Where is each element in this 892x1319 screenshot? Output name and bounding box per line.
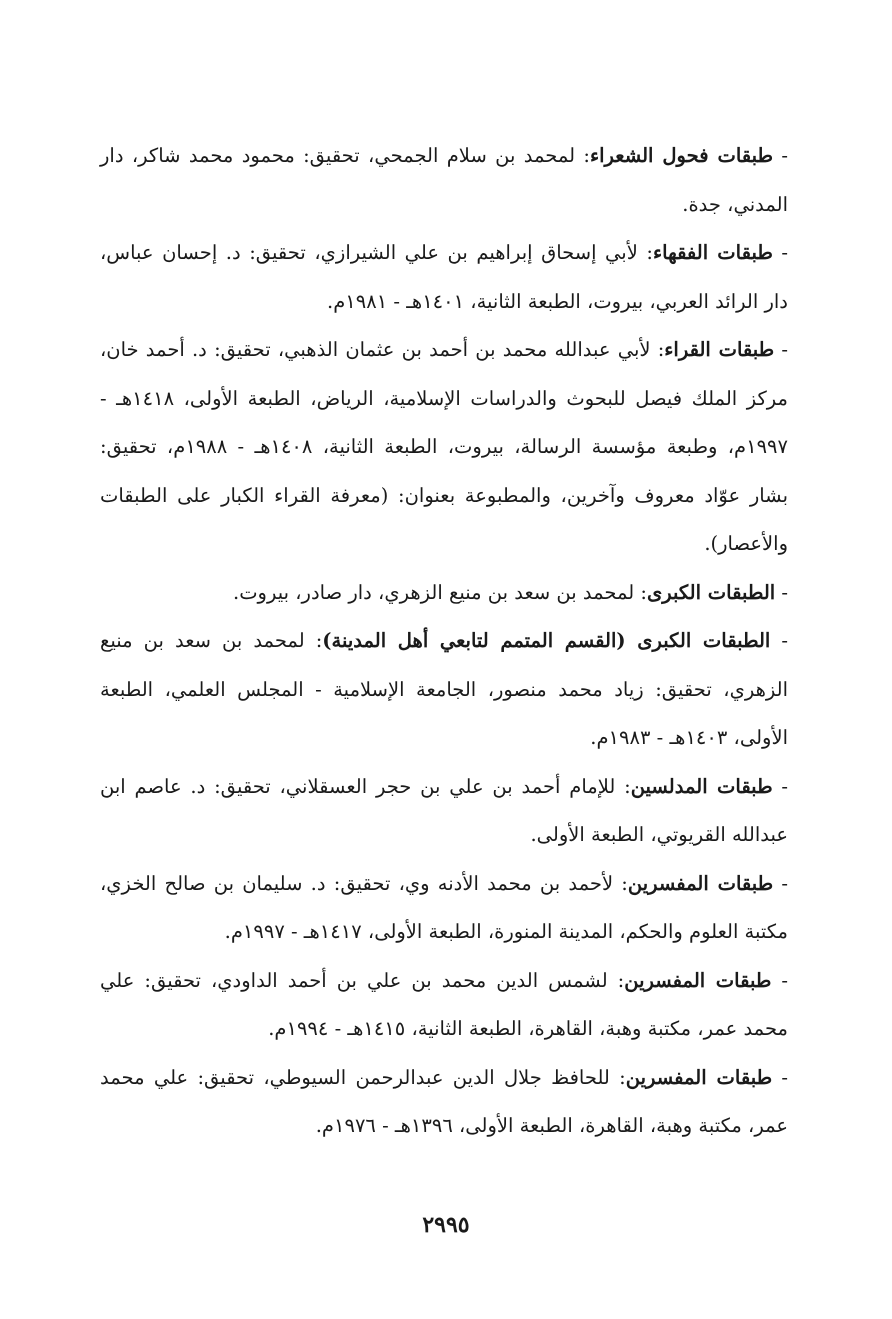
entry-title: طبقات فحول الشعراء xyxy=(589,144,774,167)
bibliography-entry: - طبقات فحول الشعراء: لمحمد بن سلام الجمحي، تحقيق: محمود محمد شاكر، دار المدني، جدة. xyxy=(100,144,788,216)
entry-title: طبقات القراء xyxy=(664,338,775,361)
entry-details: : لمحمد بن سعد بن منيع الزهري، تحقيق: زياد محمد منصور، الجامعة الإسلامية - المجلس العلمي، الطبعة الأولى، ١٤٠٣هـ - ١٩٨٣م. xyxy=(100,629,788,749)
entry-title: طبقات المفسرين xyxy=(625,1065,773,1089)
entry-details: : لأبي عبدالله محمد بن أحمد بن عثمان الذهبي، تحقيق: د. أحمد خان، مركز الملك فيصل للبحوث والدراسات الإسلامية، الرياض، الطبعة الأولى، ١٤١٨هـ - ١٩٩٧م، وطبعة مؤسسة الرسالة، بيروت، الطبعة الثانية، ١٤٠٨هـ - ١٩٨٨م، تحقيق: بشار عوّاد معروف وآخرين، والمطبوعة بعنوان: (معرفة القراء الكبار على الطبقات والأعصار). xyxy=(100,338,788,555)
entry-title: الطبقات الكبرى (القسم المتمم لتابعي أهل المدينة) xyxy=(322,629,771,652)
entry-details: : لشمس الدين محمد بن علي بن أحمد الداودي، تحقيق: علي محمد عمر، مكتبة وهبة، القاهرة، الطبعة الثانية، ١٤١٥هـ - ١٩٩٤م. xyxy=(100,968,788,1040)
entry-details: : للحافظ جلال الدين عبدالرحمن السيوطي، تحقيق: علي محمد عمر، مكتبة وهبة، القاهرة، الطبعة الأولى، ١٣٩٦هـ - ١٩٧٦م. xyxy=(100,1065,788,1137)
bibliography-entry: - طبقات المفسرين: لأحمد بن محمد الأدنه وي، تحقيق: د. سليمان بن صالح الخزي، مكتبة العلوم والحكم، المدينة المنورة، الطبعة الأولى، ١٤١٧هـ - ١٩٩٧م. xyxy=(100,871,788,943)
page-number: ٢٩٩٥ xyxy=(422,1212,470,1238)
entry-details: : لمحمد بن سعد بن منيع الزهري، دار صادر، بيروت. xyxy=(233,580,647,604)
bibliography-entry: - طبقات المفسرين: للحافظ جلال الدين عبدالرحمن السيوطي، تحقيق: علي محمد عمر، مكتبة وهبة، القاهرة، الطبعة الأولى، ١٣٩٦هـ - ١٩٧٦م. xyxy=(100,1065,789,1137)
entry-details: : لأبي إسحاق إبراهيم بن علي الشيرازي، تحقيق: د. إحسان عباس، دار الرائد العربي، بيروت، الطبعة الثانية، ١٤٠١هـ - ١٩٨١م. xyxy=(100,241,788,313)
bibliography-entry: - الطبقات الكبرى (القسم المتمم لتابعي أهل المدينة): لمحمد بن سعد بن منيع الزهري، تحقيق: زياد محمد منصور، الجامعة الإسلامية - المجلس العلمي، الطبعة الأولى، ١٤٠٣هـ - ١٩٨٣م. xyxy=(100,629,788,749)
bibliography-list xyxy=(100,132,788,1151)
entry-details: : لأحمد بن محمد الأدنه وي، تحقيق: د. سليمان بن صالح الخزي، مكتبة العلوم والحكم، المدينة المنورة، الطبعة الأولى، ١٤١٧هـ - ١٩٩٧م. xyxy=(100,871,788,943)
entry-title: طبقات المدلسين xyxy=(630,774,773,798)
entry-details: : لمحمد بن سلام الجمحي، تحقيق: محمود محمد شاكر، دار المدني، جدة. xyxy=(100,144,788,216)
bibliography-entry: - طبقات المفسرين: لشمس الدين محمد بن علي بن أحمد الداودي، تحقيق: علي محمد عمر، مكتبة وهبة، القاهرة، الطبعة الثانية، ١٤١٥هـ - ١٩٩٤م. xyxy=(100,968,788,1040)
entry-title: الطبقات الكبرى xyxy=(646,580,776,604)
entry-title: طبقات المفسرين xyxy=(624,968,772,992)
entry-title: طبقات الفقهاء xyxy=(652,241,773,264)
bibliography-entry: - طبقات المدلسين: للإمام أحمد بن علي بن حجر العسقلاني، تحقيق: د. عاصم ابن عبدالله القريوتي، الطبعة الأولى. xyxy=(100,774,788,846)
entry-title: طبقات المفسرين xyxy=(627,871,774,895)
bibliography-entry: - طبقات القراء: لأبي عبدالله محمد بن أحمد بن عثمان الذهبي، تحقيق: د. أحمد خان، مركز الملك فيصل للبحوث والدراسات الإسلامية، الرياض، الطبعة الأولى، ١٤١٨هـ - ١٩٩٧م، وطبعة مؤسسة الرسالة، بيروت، الطبعة الثانية، ١٤٠٨هـ - ١٩٨٨م، تحقيق: بشار عوّاد معروف وآخرين، والمطبوعة بعنوان: (معرفة القراء الكبار على الطبقات والأعصار). xyxy=(100,338,788,555)
bibliography-entry: - طبقات الفقهاء: لأبي إسحاق إبراهيم بن علي الشيرازي، تحقيق: د. إحسان عباس، دار الرائد العربي، بيروت، الطبعة الثانية، ١٤٠١هـ - ١٩٨١م. xyxy=(100,241,788,313)
bibliography-entry: - الطبقات الكبرى: لمحمد بن سعد بن منيع الزهري، دار صادر، بيروت. xyxy=(233,580,788,604)
entry-details: : للإمام أحمد بن علي بن حجر العسقلاني، تحقيق: د. عاصم ابن عبدالله القريوتي، الطبعة الأولى. xyxy=(100,774,788,846)
